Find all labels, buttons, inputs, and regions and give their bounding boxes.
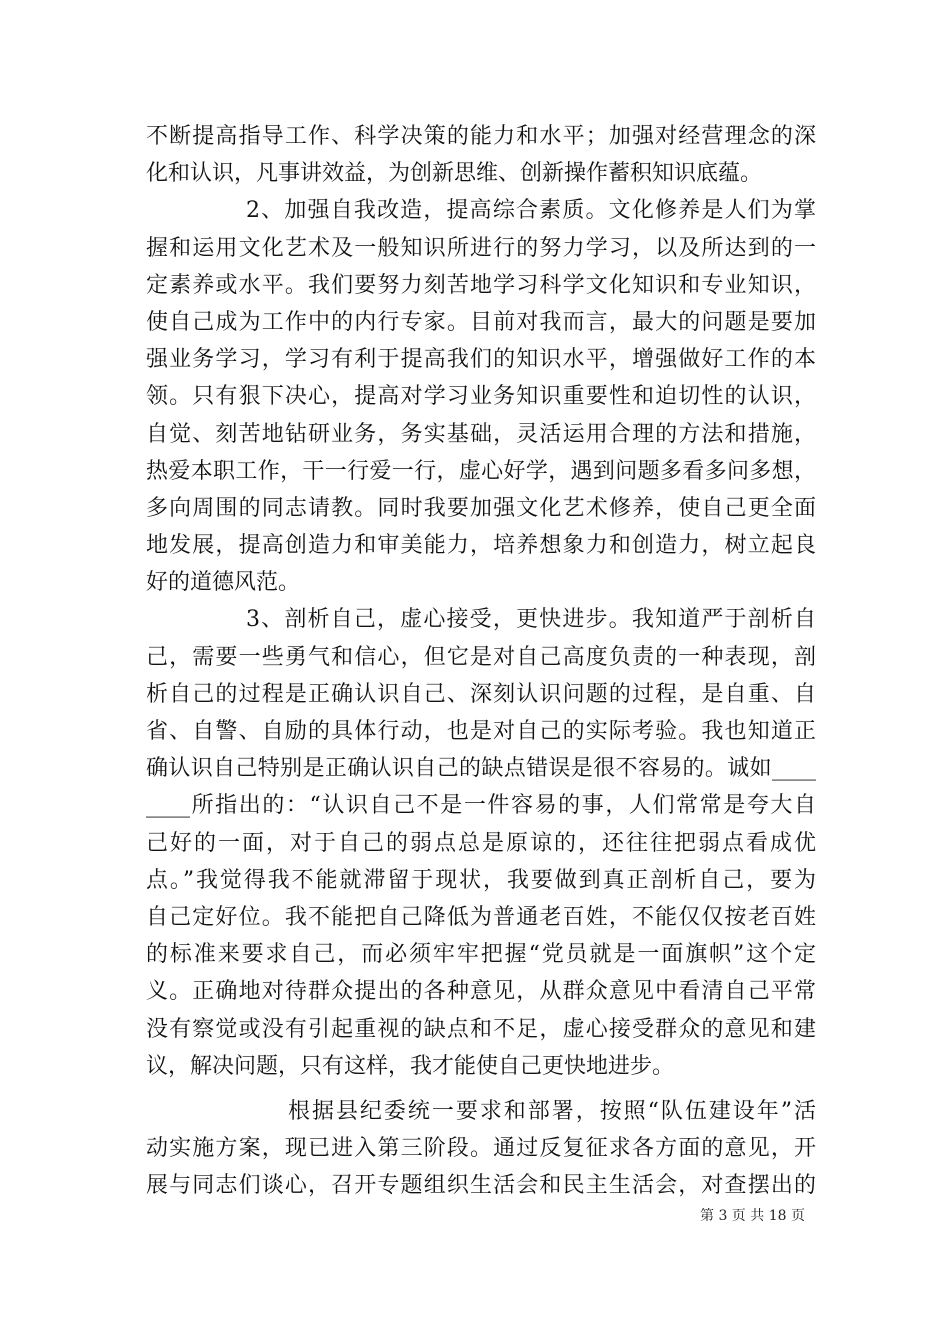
- text-line: 化和认识，凡事讲效益，为创新思维、创新操作蓄积知识底蕴。: [146, 161, 763, 187]
- text-line: 3、剖析自己，虚心接受，更快进步。我知道严于剖析自: [246, 607, 816, 633]
- text-line: 热爱本职工作，干一行爱一行，虚心好学，遇到问题多看多问多想，: [146, 458, 816, 484]
- text-line: 自己定好位。我不能把自己降低为普通老百姓，不能仅仅按老百姓: [146, 904, 816, 930]
- text-line: 的标准来要求自己，而必须牢牢把握“党员就是一面旗帜”这个定: [146, 942, 816, 968]
- text-line: 强业务学习，学习有利于提高我们的知识水平，增强做好工作的本: [146, 347, 816, 373]
- text-line: 议，解决问题，只有这样，我才能使自己更快地进步。: [146, 1053, 675, 1079]
- body-text: [146, 118, 816, 1204]
- text-line: 省、自警、自励的具体行动，也是对自己的实际考验。我也知道正: [146, 719, 816, 744]
- text-line: 好的道德风范。: [146, 570, 301, 596]
- paragraph-gap: [146, 1085, 816, 1093]
- text-line: 多向周围的同志请教。同时我要加强文化艺术修养，使自己更全面: [146, 495, 816, 521]
- text-line: 展与同志们谈心，召开专题组织生活会和民主生活会，对查摆出的: [146, 1173, 816, 1199]
- text-line: 握和运用文化艺术及一般知识所进行的努力学习，以及所达到的一: [146, 235, 816, 261]
- text-line: 确认识自己特别是正确认识自己的缺点错误是很不容易的。诚如____: [146, 756, 816, 782]
- text-line: 不断提高指导工作、科学决策的能力和水平；加强对经营理念的深: [146, 124, 816, 149]
- text-line: 自觉、刻苦地钻研业务，务实基础，灵活运用合理的方法和措施，: [146, 421, 816, 447]
- text-line: 使自己成为工作中的内行专家。目前对我而言，最大的问题是要加: [146, 309, 816, 335]
- text-line: 动实施方案，现已进入第三阶段。通过反复征求各方面的意见，开: [146, 1136, 816, 1162]
- text-line: 领。只有狠下决心，提高对学习业务知识重要性和迫切性的认识，: [146, 384, 816, 410]
- text-line: 2、加强自我改造，提高综合素质。文化修养是人们为掌: [246, 198, 816, 224]
- text-line: 析自己的过程是正确认识自己、深刻认识问题的过程，是自重、自: [146, 681, 816, 707]
- text-line: 点。”我觉得我不能就滞留于现状，我要做到真正剖析自己，要为: [146, 867, 816, 893]
- text-line: 地发展，提高创造力和审美能力，培养想象力和创造力，树立起良: [146, 533, 816, 559]
- text-line: 根据县纪委统一要求和部署，按照“队伍建设年”活: [288, 1098, 816, 1124]
- text-line: 定素养或水平。我们要努力刻苦地学习科学文化知识和专业知识，: [146, 272, 816, 298]
- text-line: ____所指出的：“认识自己不是一件容易的事，人们常常是夸大自: [146, 793, 816, 819]
- text-line: 己，需要一些勇气和信心，但它是对自己高度负责的一种表现，剖: [146, 644, 816, 670]
- text-line: 义。正确地对待群众提出的各种意见，从群众意见中看清自己平常: [146, 979, 816, 1005]
- text-line: 己好的一面，对于自己的弱点总是原谅的，还往往把弱点看成优: [146, 830, 816, 856]
- page-indicator: 第 3 页 共 18 页: [700, 1208, 805, 1224]
- text-line: 没有察觉或没有引起重视的缺点和不足，虚心接受群众的意见和建: [146, 1016, 816, 1042]
